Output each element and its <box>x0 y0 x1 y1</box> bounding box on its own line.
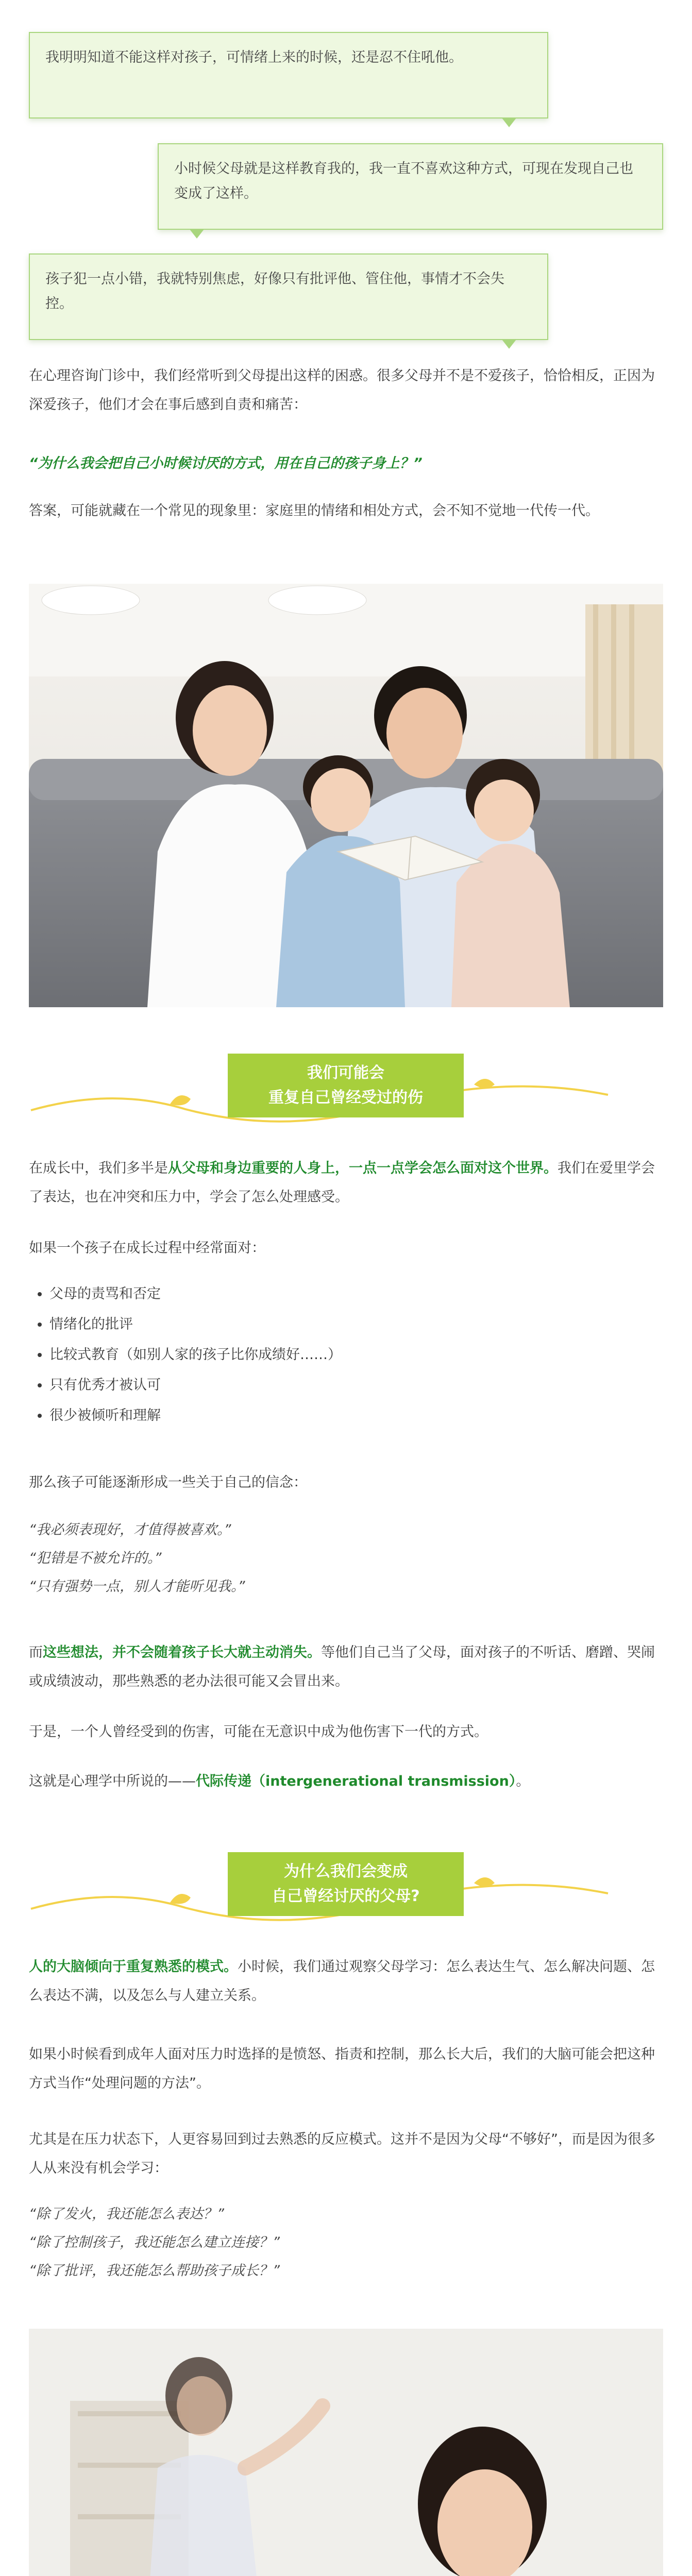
belief-quote: “我必须表现好，才值得被喜欢。” <box>29 1522 231 1538</box>
list-item: • 很少被倾听和理解 <box>49 1400 342 1431</box>
quote-bubble-3 <box>29 253 548 340</box>
section-1-paragraph-5 <box>29 1718 663 1747</box>
section-1-paragraph-6-text-a: 这就是心理学中所说的—— <box>29 1773 196 1789</box>
list-item: • 情绪化的批评 <box>49 1309 342 1340</box>
reflection-questions <box>29 2200 663 2285</box>
reflection-question: “除了批评，我还能怎么帮助孩子成长？” <box>29 2263 280 2279</box>
section-1-paragraph-1-highlight: 从父母和身边重要的人身上，一点一点学会怎么面对这个世界。 <box>168 1160 558 1176</box>
quote-bubble-2 <box>158 143 663 230</box>
section-1-paragraph-6-text-b: 。 <box>516 1773 530 1789</box>
section-1-paragraph-1-text-b: 我们在爱里学会了表达，也在冲突和压力中，学会了怎么处理感受。 <box>29 1160 655 1205</box>
section-1-paragraph-3-text: 那么孩子可能逐渐形成一些关于自己的信念： <box>29 1475 307 1490</box>
list-item: • 比较式教育（如别人家的孩子比你成绩好……） <box>49 1340 342 1370</box>
section-1-paragraph-1-text-a: 在成长中，我们多半是 <box>29 1160 168 1176</box>
section-2-paragraph-3 <box>29 2125 663 2183</box>
quote-bubble-1 <box>29 32 548 118</box>
section-1-title-line-2: 重复自己曾经受过的伤 <box>268 1089 423 1107</box>
section-1-paragraph-4-highlight: 这些想法，并不会随着孩子长大就主动消失。 <box>43 1645 321 1660</box>
intro-paragraph-2 <box>29 497 663 526</box>
reflection-question: “除了控制孩子，我还能怎么建立连接？” <box>29 2234 280 2250</box>
section-1-paragraph-4 <box>29 1638 663 1696</box>
intro-paragraph-1-text: 在心理咨询门诊中，我们经常听到父母提出这样的困惑。很多父母并不是不爱孩子，恰恰相反，正因为深爱孩子，他们才会在事后感到自责和痛苦： <box>29 368 655 413</box>
intro-paragraph-1 <box>29 362 663 419</box>
intro-paragraph-2-text: 答案，可能就藏在一个常见的现象里：家庭里的情绪和相处方式，会不知不觉地一代传一代。 <box>29 503 599 519</box>
section-1-paragraph-2-text: 如果一个孩子在成长过程中经常面对： <box>29 1240 265 1256</box>
list-item: • 只有优秀才被认可 <box>49 1370 342 1400</box>
section-2-paragraph-2 <box>29 2040 663 2098</box>
section-1-paragraph-4-text-b: 等他们自己当了父母，面对孩子的不听话、磨蹭、哭闹或成绩波动，那些熟悉的老办法很可能又会冒出来。 <box>29 1645 655 1689</box>
quote-bubble-1-text: 我明明知道不能这样对孩子，可情绪上来的时候，还是忍不住吼他。 <box>45 49 463 65</box>
section-1-paragraph-2 <box>29 1234 663 1263</box>
belief-quotes <box>29 1516 663 1601</box>
belief-quote: “只有强势一点，别人才能听见我。” <box>29 1579 245 1595</box>
section-1-paragraph-5-text: 于是，一个人曾经受到的伤害，可能在无意识中成为他伤害下一代的方式。 <box>29 1724 488 1740</box>
mother-daughter-illustration <box>29 2329 663 2576</box>
section-1-paragraph-4-text-a: 而 <box>29 1645 43 1660</box>
section-2-paragraph-1 <box>29 1953 663 2010</box>
quote-bubble-3-text: 孩子犯一点小错，我就特别焦虑，好像只有批评他、管住他，事情才不会失控。 <box>45 271 504 312</box>
family-reading-illustration <box>29 584 663 1007</box>
intergenerational-transmission-term: 代际传递（intergenerational transmission） <box>196 1773 516 1789</box>
parenting-issue-list <box>29 1279 342 1431</box>
section-2-paragraph-2-text: 如果小时候看到成年人面对压力时选择的是愤怒、指责和控制，那么长大后，我们的大脑可能会把这种方式当作“处理问题的方法”。 <box>29 2046 655 2091</box>
section-1-paragraph-1 <box>29 1154 663 1212</box>
section-2-title <box>228 1852 464 1916</box>
section-2-title-line-2: 自己曾经讨厌的父母? <box>272 1887 420 1905</box>
section-1-title-line-1: 我们可能会 <box>307 1064 384 1082</box>
reflection-question: “除了发火，我还能怎么表达？” <box>29 2206 224 2222</box>
section-1-title <box>228 1054 464 1117</box>
family-reading-photo <box>29 584 663 1007</box>
mother-daughter-conflict-photo <box>29 2329 663 2576</box>
section-2-header <box>0 1837 692 1929</box>
quote-bubble-2-text: 小时候父母就是这样教育我的，我一直不喜欢这种方式，可现在发现自己也变成了这样。 <box>174 161 633 201</box>
intro-question-text: “为什么我会把自己小时候讨厌的方式，用在自己的孩子身上？” <box>29 455 423 471</box>
list-item: • 父母的责骂和否定 <box>49 1279 342 1309</box>
section-1-paragraph-6 <box>29 1767 663 1796</box>
section-1-paragraph-3 <box>29 1468 663 1497</box>
section-2-paragraph-1-text: 小时候，我们通过观察父母学习：怎么表达生气、怎么解决问题、怎么表达不满，以及怎么与人建立关系。 <box>29 1959 655 2004</box>
intro-question <box>29 449 663 478</box>
section-2-paragraph-1-highlight: 人的大脑倾向于重复熟悉的模式。 <box>29 1959 238 1975</box>
section-1-header <box>0 1038 692 1131</box>
section-2-title-line-1: 为什么我们会变成 <box>284 1862 408 1880</box>
section-2-paragraph-3-text: 尤其是在压力状态下，人更容易回到过去熟悉的反应模式。这并不是因为父母“不够好”，而是因为很多人从来没有机会学习： <box>29 2131 655 2176</box>
belief-quote: “犯错是不被允许的。” <box>29 1550 162 1566</box>
